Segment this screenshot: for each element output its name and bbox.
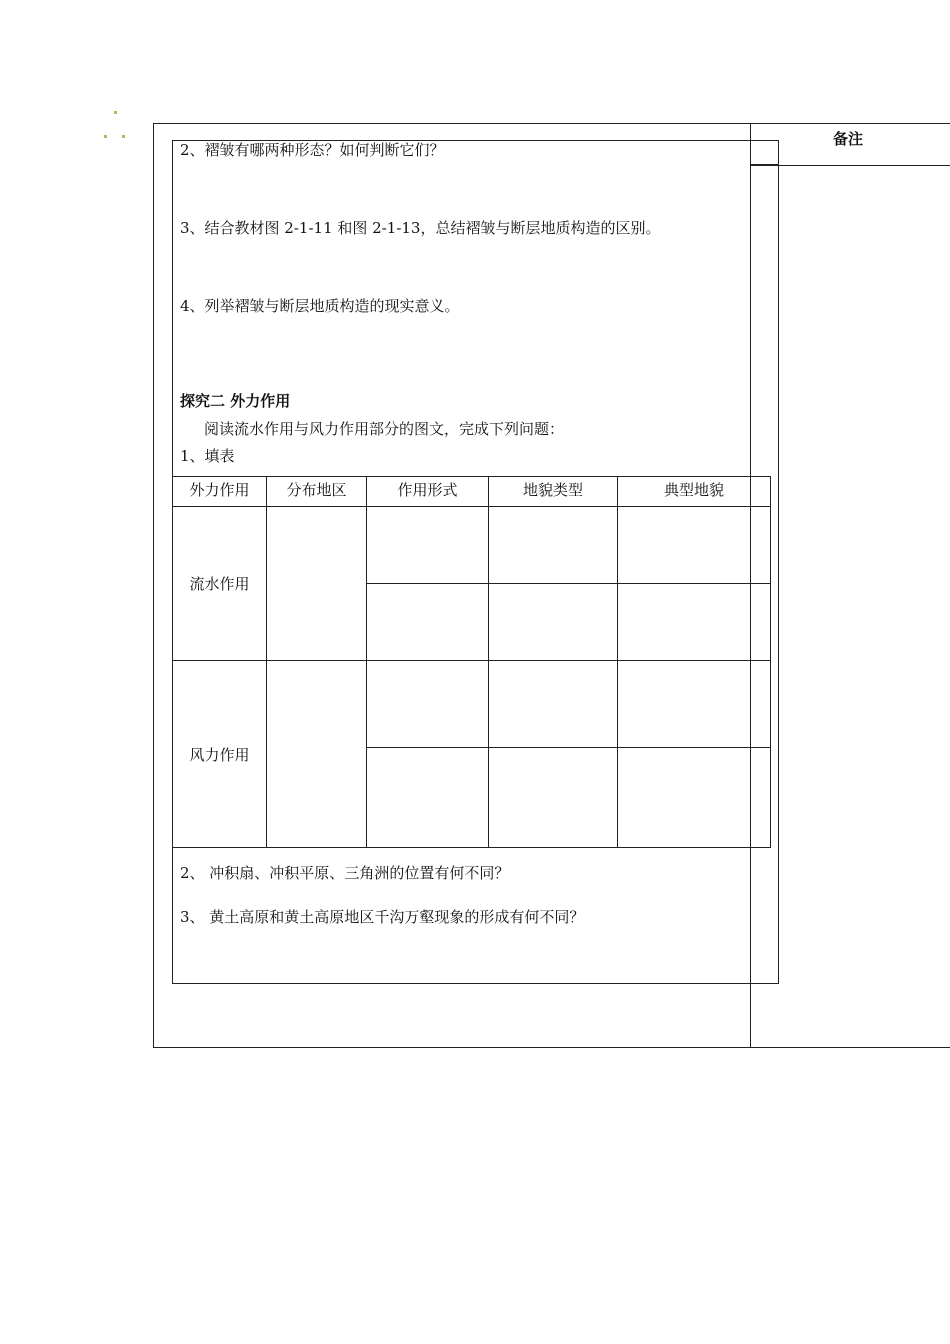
table-header: 外力作用 [173, 477, 267, 507]
table-cell[interactable] [367, 584, 489, 661]
fill-table [172, 476, 771, 848]
after-question-3: 3、 黄土高原和黄土高原地区千沟万壑现象的形成有何不同？ [180, 908, 585, 926]
after-question-2: 2、 冲积扇、冲积平原、三角洲的位置有何不同？ [180, 864, 510, 882]
table-cell[interactable] [618, 584, 771, 661]
table-cell[interactable] [489, 584, 618, 661]
question-4-text: 4、列举褶皱与断层地质构造的现实意义。 [180, 297, 460, 315]
decorative-dot [122, 135, 125, 138]
table-cell[interactable] [267, 507, 367, 661]
fill-table-label: 1、填表 [180, 447, 235, 465]
row-label-water: 流水作用 [173, 507, 267, 661]
section-title: 探究二 外力作用 [180, 392, 291, 410]
decorative-dot [114, 111, 117, 114]
table-cell[interactable] [618, 748, 771, 848]
table-cell[interactable] [489, 661, 618, 748]
table-cell[interactable] [618, 661, 771, 748]
table-header: 地貌类型 [489, 477, 618, 507]
table-cell[interactable] [367, 661, 489, 748]
decorative-dot [104, 135, 107, 138]
table-header: 分布地区 [267, 477, 367, 507]
table-header: 典型地貌 [618, 477, 771, 507]
section-intro: 阅读流水作用与风力作用部分的图文，完成下列问题： [204, 420, 565, 438]
table-cell[interactable] [489, 748, 618, 848]
inner-cell-line [750, 164, 778, 165]
remarks-header-line [750, 165, 950, 166]
question-3-text: 3、结合教材图 2-1-11 和图 2-1-13，总结褶皱与断层地质构造的区别。 [180, 219, 661, 237]
row-label-wind: 风力作用 [173, 661, 267, 848]
table-cell[interactable] [618, 507, 771, 584]
table-cell[interactable] [267, 661, 367, 848]
remarks-header: 备注 [833, 130, 864, 148]
question-2-text: 2、褶皱有哪两种形态？如何判断它们？ [180, 141, 445, 159]
table-cell[interactable] [367, 507, 489, 584]
table-cell[interactable] [489, 507, 618, 584]
table-cell[interactable] [367, 748, 489, 848]
table-header: 作用形式 [367, 477, 489, 507]
